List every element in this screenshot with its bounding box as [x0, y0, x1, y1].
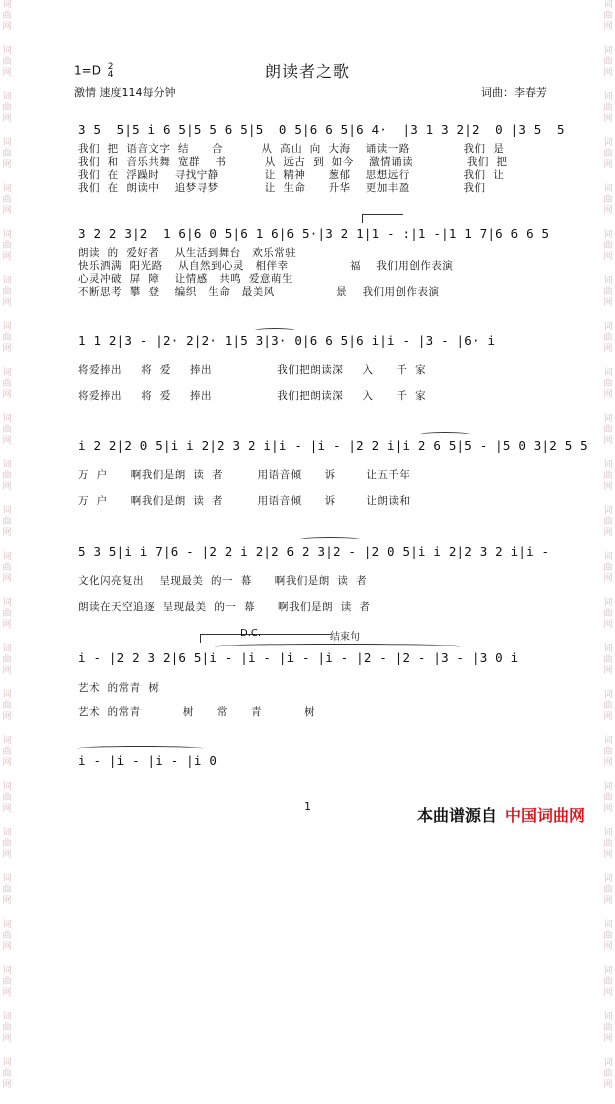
- lyrics-line-1-1: 我们 把 语音文字 结 合 从 高山 向 大海 诵读一路 我们 是: [78, 143, 505, 155]
- lyrics-line-3-2: 将爱捧出 将 爱 捧出 我们把朗读深 入 千 家: [78, 390, 427, 402]
- notation-line-3: 1 1 2|3 - |2· 2|2· 1|5 3|3· 0|6 6 5|6 i|i - |3 - |6· i: [78, 333, 496, 348]
- notation-line-4: i 2 2|2 0 5|i i 2|2 3 2 i|i - |i - |2 2 i|i 2 6 5|5 - |5 0 3|2 5 5: [78, 438, 588, 453]
- lyrics-line-1-4: 我们 在 朗读中 追梦寻梦 让 生命 升华 更加丰盈 我们: [78, 182, 486, 194]
- source-label: 本曲谱源自: [416, 806, 497, 825]
- lyrics-line-4-2: 万 户 啊我们是朗 读 者 用语音倾 诉 让朗读和: [78, 495, 411, 507]
- slur: [78, 746, 203, 751]
- tempo-marking: 激情 速度114每分钟: [74, 86, 176, 99]
- lyrics-line-2-2: 快乐洒满 阳光路 从自然到心灵 相伴幸 福 我们用创作表演: [78, 260, 454, 272]
- notation-line-1: 3 5 5|5 i 6 5|5 5 6 5|5 0 5|6 6 5|6 4· |3 1 3 2|2 0 |3 5 5: [78, 122, 565, 137]
- credits: 词曲：李春芳: [481, 86, 547, 99]
- lyrics-line-2-3: 心灵冲破 屏 障 让情感 共鸣 爱意萌生: [78, 273, 293, 285]
- slur: [300, 537, 360, 542]
- lyrics-line-1-2: 我们 和 音乐共舞 宽群 书 从 远古 到 如今 激情诵读 我们 把: [78, 156, 508, 168]
- slur: [420, 432, 470, 437]
- lyrics-line-6-1: 艺术 的常青 树: [78, 682, 160, 694]
- watermark-right: 词 曲 网 词 曲 网 词 曲 网 词 曲 网 词 曲 网 词 曲 网 词 曲 网 词 曲 网 词 曲 网 词 曲 网 词 曲 网 词 曲 网 词 曲 网 词 曲 网 词 曲 网 词 曲 网 词 曲 网 词 曲 网 词 曲 网 词 曲 网 词 曲 网 词 曲 网 词 曲 网 词 曲 网: [603, 0, 613, 1090]
- lyrics-line-1-3: 我们 在 浮躁时 寻找宁静 让 精神 葱郁 思想远行 我们 让: [78, 169, 505, 181]
- time-signature: 2 4: [107, 62, 114, 80]
- lyrics-line-6-2: 艺术 的常青 树 常 青 树: [78, 706, 316, 718]
- lyrics-line-5-2: 朗读在天空追逐 呈现最美 的一 幕 啊我们是朗 读 者: [78, 601, 371, 613]
- lyrics-line-5-1: 文化闪亮复出 呈现最美 的一 幕 啊我们是朗 读 者: [78, 575, 368, 587]
- key-signature: 1=D 2 4: [74, 62, 114, 80]
- lyrics-line-2-1: 朗读 的 爱好者 从生活到舞台 欢乐常驻: [78, 247, 297, 259]
- notation-line-7: i - |i - |i - |i 0: [78, 753, 218, 768]
- watermark-left: 词 曲 网 词 曲 网 词 曲 网 词 曲 网 词 曲 网 词 曲 网 词 曲 网 词 曲 网 词 曲 网 词 曲 网 词 曲 网 词 曲 网 词 曲 网 词 曲 网 词 曲 网 词 曲 网 词 曲 网 词 曲 网 词 曲 网 词 曲 网 词 曲 网 词 曲 网 词 曲 网 词 曲 网: [2, 0, 12, 1090]
- notation-line-5: 5 3 5|i i 7|6 - |2 2 i 2|2 6 2 3|2 - |2 0 5|i i 2|2 3 2 i|i -: [78, 544, 550, 559]
- page-number: 1: [304, 800, 311, 813]
- ending-mark: 结束句: [330, 632, 360, 643]
- notation-line-2: 3 2 2 3|2 1 6|6 0 5|6 1 6|6 5·|3 2 1|1 - :|1 -|1 1 7|6 6 6 5: [78, 226, 550, 241]
- lyrics-line-2-4: 不断思考 攀 登 编织 生命 最美风 景 我们用创作表演: [78, 286, 440, 298]
- source-footer: [417, 803, 585, 826]
- lyrics-line-3-1: 将爱捧出 将 爱 捧出 我们把朗读深 入 千 家: [78, 364, 427, 376]
- brand-link[interactable]: 中国词曲网: [504, 806, 585, 825]
- lyrics-line-4-1: 万 户 啊我们是朗 读 者 用语音倾 诉 让五千年: [78, 469, 411, 481]
- song-title: 朗读者之歌: [264, 62, 350, 81]
- dc-bracket: [200, 634, 331, 643]
- volta-bracket: [362, 214, 403, 223]
- slur: [215, 644, 460, 649]
- notation-line-6: i - |2 2 3 2|6 5|i - |i - |i - |i - |2 - |2 - |3 - |3 0 i: [78, 650, 519, 665]
- da-capo-mark: D.C.: [240, 628, 262, 639]
